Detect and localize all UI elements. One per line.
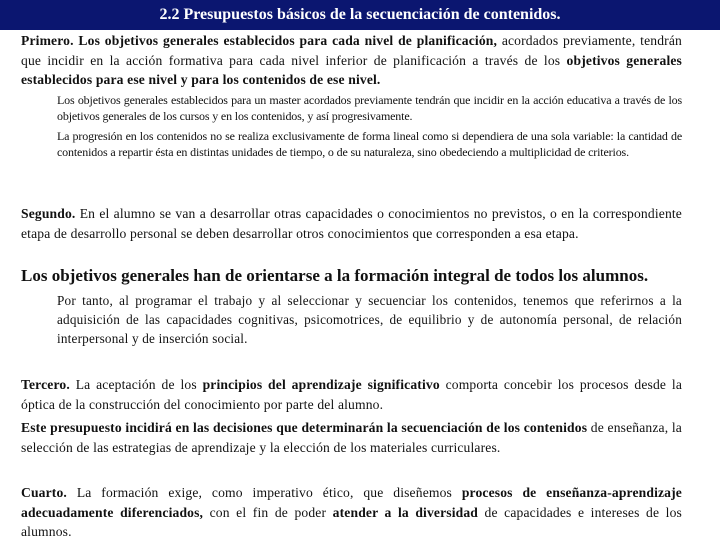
text-presupuesto: de enseñanza, la selección de las estrategias de aprendizaje y la elección de los materiales curriculares. [21, 420, 682, 455]
text-cuarto-3: de capacidades e intereses de los alumnos. [21, 504, 682, 539]
text-cuarto-emphasis-1: procesos de enseñanza-aprendizaje adecuadamente diferenciados, [21, 485, 682, 520]
slide-title: 2.2 Presupuestos básicos de la secuenciación de contenidos. [0, 0, 720, 30]
paragraph-cuarto [21, 483, 682, 542]
lead-segundo: Segundo. [21, 206, 76, 221]
text-primero-bold-intro: Los objetivos generales establecidos para cada nivel de planificación, [73, 33, 498, 48]
text-tercero-1: La aceptación de los [69, 377, 203, 392]
heading-objetivos-generales: Los objetivos generales han de orientarse a la formación integral de todos los alumnos. [21, 266, 649, 285]
lead-primero: Primero. [21, 33, 74, 48]
text-tercero-emphasis: principios del aprendizaje significativo [202, 377, 440, 392]
text-presupuesto-emphasis: Este presupuesto incidirá en las decisiones que determinarán la secuenciación de los contenidos [21, 420, 588, 435]
paragraph-primero-master: Los objetivos generales establecidos para un master acordados previamente tendrán que incidir en la acción educativa a través de los objetivos generales de los cursos y en los contenidos, y así progresivamente. [57, 93, 682, 123]
text-primero: acordados previamente, tendrán que incidir en la acción formativa para cada nivel inferior de planificación a través de los [21, 33, 682, 68]
text-cuarto-2: con el fin de poder [203, 504, 333, 520]
paragraph-segundo [21, 204, 682, 243]
paragraph-primero [21, 31, 682, 90]
lead-cuarto: Cuarto. [21, 485, 67, 500]
text-primero-emphasis: objetivos generales establecidos para ese nivel y para los contenidos de ese nivel. [21, 52, 683, 87]
text-tercero-2: comporta concebir los procesos desde la óptica de la construcción del conocimiento por parte del alumno. [21, 377, 682, 412]
paragraph-por-tanto: Por tanto, al programar el trabajo y al seleccionar y secuenciar los contenidos, tenemos que referirnos a la adquisición de las capacidades cognitivas, psicomotrices, de equilibrio y de autonomía personal, de relación interpersonal y de inserción social. [57, 293, 682, 346]
text-segundo: En el alumno se van a desarrollar otras capacidades o conocimientos no previstos, o en la correspondiente etapa de desarrollo personal se deben desarrollar otros conocimientos que corresponden a esa etapa. [21, 206, 682, 241]
paragraph-tercero [21, 375, 682, 414]
text-cuarto-1: La formación exige, como imperativo ético, que diseñemos [66, 485, 462, 500]
paragraph-presupuesto [21, 418, 682, 457]
paragraph-primero-progresion: La progresión en los contenidos no se realiza exclusivamente de forma lineal como si dependiera de una sola variable: la cantidad de contenidos a repartir ésta en distintas unidades de tiempo, o de su naturaleza, sino obedeciendo a multiplicidad de criterios. [57, 129, 682, 159]
lead-tercero: Tercero. [21, 377, 70, 392]
text-cuarto-emphasis-2: atender a la diversidad [332, 504, 479, 520]
